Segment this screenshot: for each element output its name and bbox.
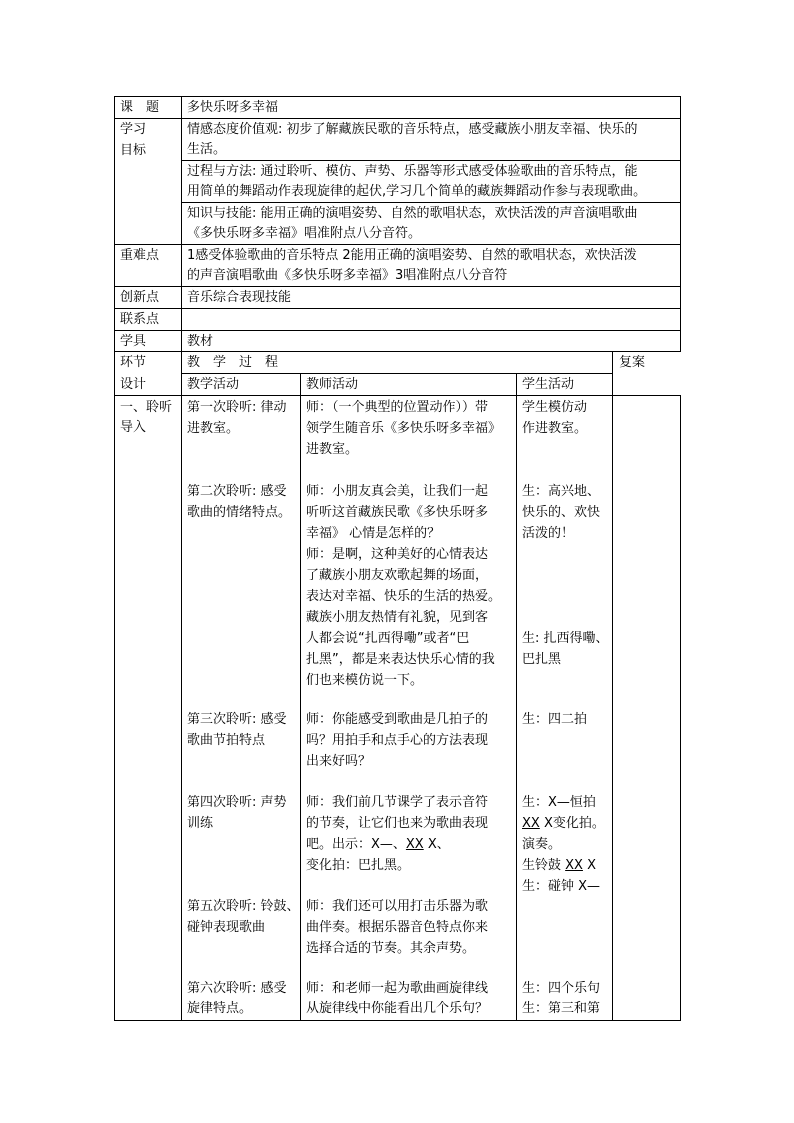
text-run: X、 — [423, 837, 450, 852]
table-border-bottom — [114, 1020, 681, 1021]
teacher-activity: 表达对幸福、快乐的生活的热爱。 — [306, 589, 502, 604]
teacher-activity: 师：（一个典型的位置动作））带 — [306, 400, 489, 415]
teacher-activity: 师：你能感受到歌曲是几拍子的 — [306, 712, 489, 727]
step-activity: 第三次聆听: 感受 — [187, 712, 287, 727]
topic-label: 课 题 — [120, 100, 160, 115]
innovation-label: 创新点 — [120, 290, 160, 305]
review-header: 复案 — [619, 355, 646, 370]
objective-knowledge: 《多快乐呀多幸福》唱准附点八分音符。 — [187, 226, 422, 241]
student-activity: 学生模仿动 — [522, 400, 588, 415]
teacher-activity: 变化拍：巴扎黑。 — [306, 858, 411, 873]
objective-emotion: 情感态度价值观: 初步了解藏族民歌的音乐特点，感受藏族小朋友幸福、快乐的 — [187, 122, 638, 137]
row-divider — [114, 395, 681, 396]
table-border-left — [114, 96, 115, 1021]
objective-emotion: 生活。 — [187, 142, 227, 157]
column-divider — [300, 373, 301, 1021]
teacher-activity: 幸福》 心情是怎样的？ — [306, 526, 441, 541]
step-activity: 第四次聆听: 声势 — [187, 795, 287, 810]
student-activity: 生：第三和第 — [522, 1001, 601, 1016]
student-activity — [522, 855, 596, 876]
objectives-label: 学习 — [120, 122, 147, 137]
topic-value: 多快乐呀多幸福 — [187, 100, 279, 115]
student-activity: 演奏。 — [522, 837, 562, 852]
student-activity: 生：碰钟 X— — [522, 879, 601, 894]
student-activity: 生：四二拍 — [522, 712, 588, 727]
tools-label: 学具 — [120, 334, 147, 349]
step-activity: 旋律特点。 — [187, 1001, 253, 1016]
teacher-activity: 出来好吗？ — [306, 754, 372, 769]
text-run: 吧。出示：X—、 — [306, 837, 406, 852]
column-header-student: 学生活动 — [522, 377, 575, 392]
teacher-activity: 们也来模仿说一下。 — [306, 673, 424, 688]
section-name: 一、聆听 — [120, 400, 173, 415]
rhythm-notation: XX — [405, 837, 424, 852]
teacher-activity: 师：我们还可以用打击乐器为歌 — [306, 899, 489, 914]
teacher-activity: 曲伴奏。根据乐器音色特点你来 — [306, 920, 489, 935]
process-title: 教 学 过 程 — [187, 355, 279, 370]
student-activity — [522, 813, 605, 834]
teacher-activity: 师：我们前几节课学了表示音符 — [306, 795, 489, 810]
teacher-activity: 人都会说“扎西得嘞”或者“巴 — [306, 631, 470, 646]
step-activity: 歌曲的情绪特点。 — [187, 505, 292, 520]
student-activity: 作进教室。 — [522, 421, 588, 436]
teacher-activity: 吗？用拍手和点手心的方法表现 — [306, 733, 489, 748]
teacher-activity: 扎黑”，都是来表达快乐心情的我 — [306, 652, 495, 667]
teacher-activity: 了藏族小朋友欢歌起舞的场面， — [306, 568, 489, 583]
step-activity: 歌曲节拍特点 — [187, 733, 266, 748]
key-points-label: 重难点 — [120, 248, 160, 263]
design-label: 设计 — [120, 377, 147, 392]
column-header-teacher: 教师活动 — [306, 377, 359, 392]
design-label: 环节 — [120, 355, 147, 370]
student-activity: 快乐的、欢快 — [522, 505, 601, 520]
teacher-activity: 师：小朋友真会美，让我们一起 — [306, 484, 489, 499]
tools-value: 教材 — [187, 334, 214, 349]
teacher-activity: 的节奏，让它们也来为歌曲表现 — [306, 816, 489, 831]
column-divider — [516, 373, 517, 1021]
teacher-activity: 师：是啊，这种美好的心情表达 — [306, 547, 489, 562]
step-activity: 第五次聆听: 铃鼓、 — [187, 899, 300, 914]
text-run: X变化拍。 — [539, 816, 605, 831]
row-divider — [114, 308, 681, 309]
teacher-activity: 从旋律线中你能看出几个乐句？ — [306, 1001, 489, 1016]
connection-label: 联系点 — [120, 312, 160, 327]
objectives-label: 目标 — [120, 143, 147, 158]
student-activity: 生：四个乐句 — [522, 981, 601, 996]
teacher-activity: 藏族小朋友热情有礼貌，见到客 — [306, 610, 489, 625]
student-activity: 生: 扎西得嘞、 — [522, 631, 609, 646]
objective-process: 过程与方法: 通过聆听、模仿、声势、乐器等形式感受体验歌曲的音乐特点，能 — [187, 164, 638, 179]
rhythm-notation: XX — [522, 816, 540, 831]
innovation-value: 音乐综合表现技能 — [187, 290, 292, 305]
teacher-activity: 领学生随音乐《多快乐呀多幸福》 — [306, 421, 502, 436]
column-header-teaching: 教学活动 — [187, 377, 240, 392]
step-activity: 碰钟表现歌曲 — [187, 920, 266, 935]
step-activity: 第六次聆听: 感受 — [187, 981, 287, 996]
student-activity: 活泼的！ — [522, 526, 575, 541]
teacher-activity: 选择合适的节奏。其余声势。 — [306, 941, 476, 956]
step-activity: 训练 — [187, 816, 214, 831]
table-border-right — [680, 395, 681, 1021]
key-points-text: 1感受体验歌曲的音乐特点 2能用正确的演唱姿势、自然的歌唱状态，欢快活泼 — [187, 248, 637, 263]
student-activity: 巴扎黑 — [522, 652, 562, 667]
label-column-divider — [181, 96, 182, 1021]
teacher-activity: 师：和老师一起为歌曲画旋律线 — [306, 981, 489, 996]
step-activity: 进教室。 — [187, 421, 240, 436]
text-run: X — [582, 858, 596, 873]
rhythm-notation: XX — [565, 858, 583, 873]
column-divider — [612, 351, 613, 1021]
section-name: 导入 — [120, 420, 147, 435]
step-activity: 第二次聆听: 感受 — [187, 484, 287, 499]
teacher-activity: 进教室。 — [306, 442, 359, 457]
objective-process: 用简单的舞蹈动作表现旋律的起伏,学习几个简单的藏族舞蹈动作参与表现歌曲。 — [187, 184, 647, 199]
step-activity: 第一次聆听: 律动 — [187, 400, 287, 415]
text-run: 生铃鼓 — [522, 858, 566, 873]
student-activity: 生：X—恒拍 — [522, 795, 596, 810]
objective-knowledge: 知识与技能: 能用正确的演唱姿势、自然的歌唱状态，欢快活泼的声音演唱歌曲 — [187, 206, 638, 221]
key-points-text: 的声音演唱歌曲《多快乐呀多幸福》3唱准附点八分音符 — [187, 268, 508, 283]
table-border-right — [680, 96, 681, 351]
teacher-activity: 听听这首藏族民歌《多快乐呀多 — [306, 505, 489, 520]
teacher-activity — [306, 834, 450, 855]
student-activity: 生：高兴地、 — [522, 484, 601, 499]
